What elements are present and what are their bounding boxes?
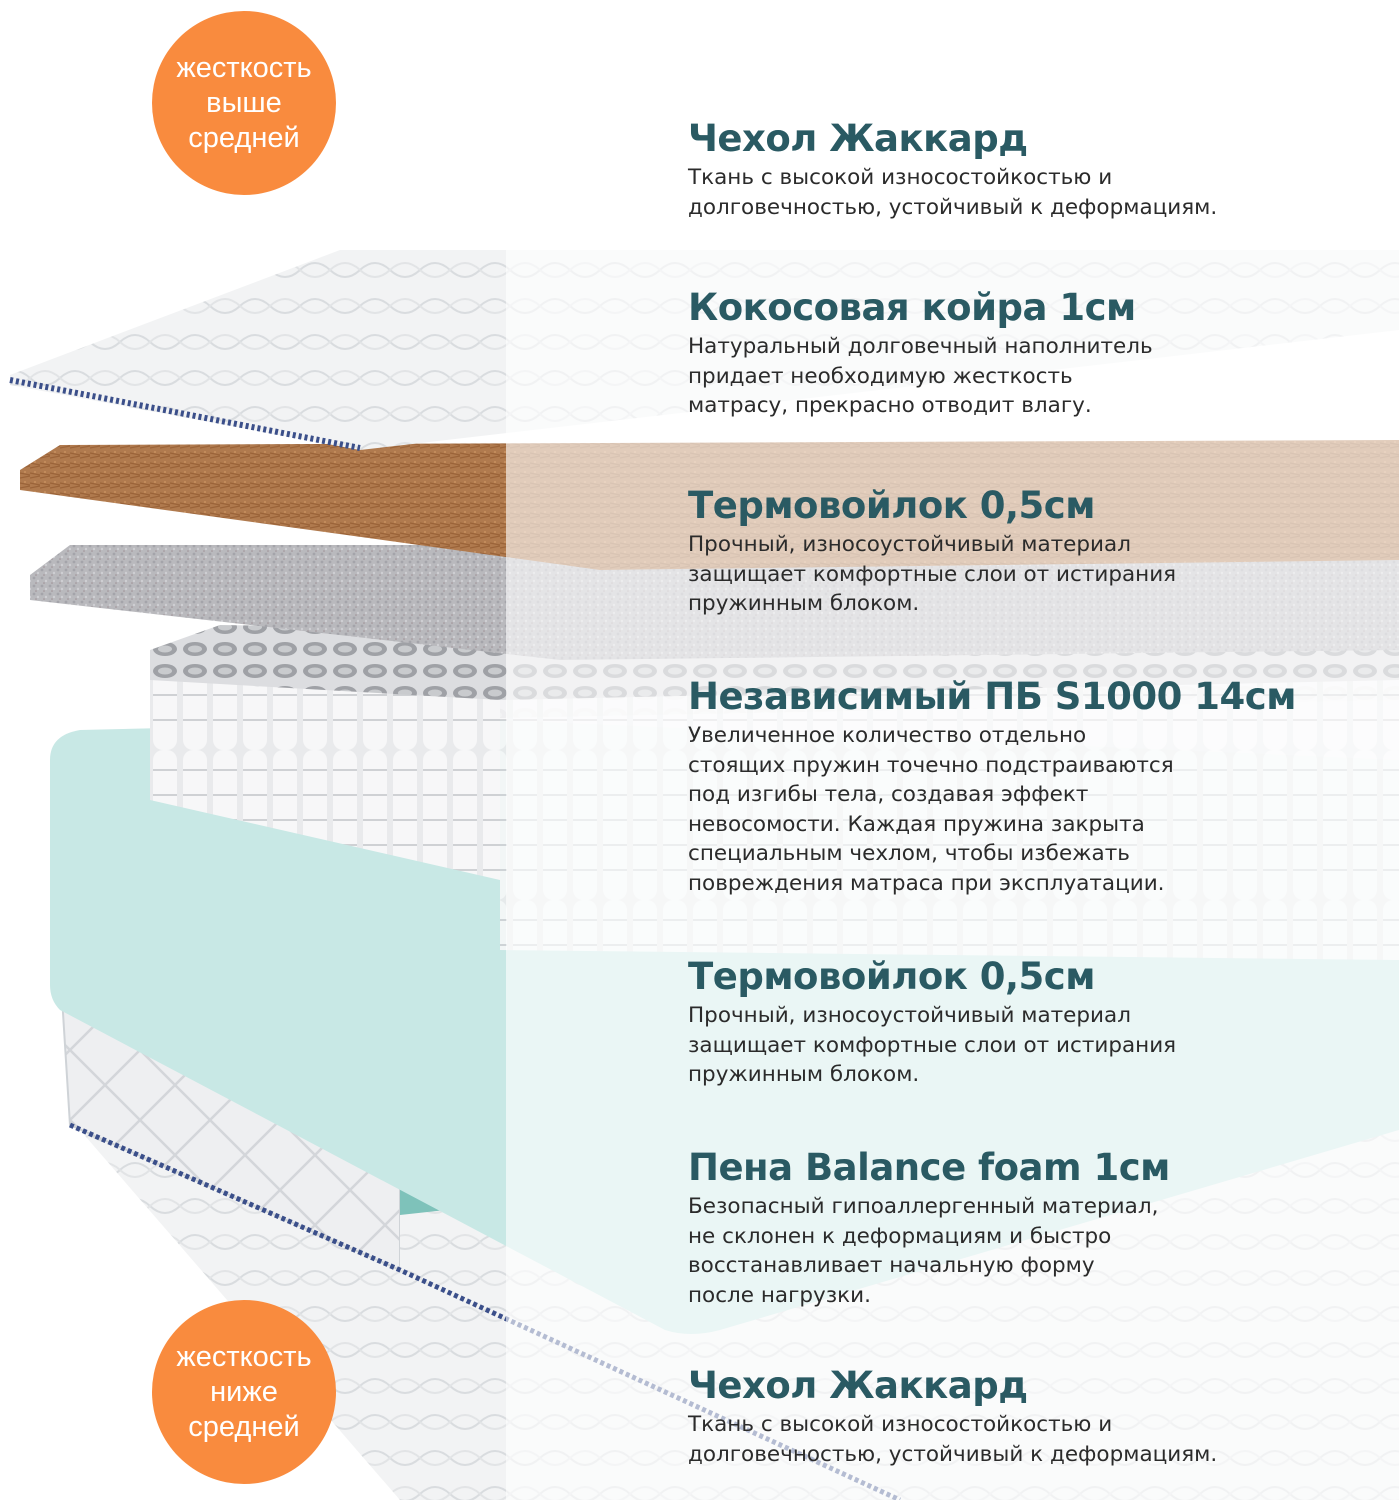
layer-title: Термовойлок 0,5см [688, 484, 1095, 527]
layer-text: Ткань с высокой износостойкостью и долговечностью, устойчивый к деформациям. [688, 165, 1218, 220]
layer-text: Безопасный гипоаллергенный материал, не склонен к деформациям и быстро восстанавливает начальную форму после нагрузки. [688, 1194, 1159, 1308]
layer-title: Независимый ПБ S1000 14см [688, 675, 1296, 718]
layer-text: Ткань с высокой износостойкостью и долговечностью, устойчивый к деформациям. [688, 1412, 1218, 1467]
layer-description [688, 287, 1388, 421]
layer-description [688, 118, 1388, 222]
stiffness-badge-bottom [152, 1300, 336, 1484]
layer-title: Чехол Жаккард [688, 117, 1028, 160]
badge-line: ниже [210, 1375, 278, 1408]
layer-text: Натуральный долговечный наполнитель придает необходимую жесткость матрасу, прекрасно отводит влагу. [688, 334, 1153, 418]
layer-description [688, 676, 1388, 898]
badge-line: жесткость [176, 51, 312, 84]
badge-line: жесткость [176, 1340, 312, 1373]
layer-title: Кокосовая койра 1см [688, 286, 1136, 329]
layer-title: Чехол Жаккард [688, 1364, 1028, 1407]
layer-text: Прочный, износоустойчивый материал защищает комфортные слои от истирания пружинным блоком. [688, 532, 1177, 616]
badge-line: средней [188, 121, 300, 154]
layer-description [688, 1147, 1388, 1310]
badge-line: средней [188, 1410, 300, 1443]
layer-text: Увеличенное количество отдельно стоящих пружин точечно подстраиваются под изгибы тела, создавая эффект невосомости. Каждая пружина закрыта специальным чехлом, чтобы избежать повреждения матраса при эксплуатации. [688, 723, 1174, 896]
badge-line: выше [206, 86, 282, 119]
layer-description [688, 485, 1388, 619]
layer-title: Термовойлок 0,5см [688, 955, 1095, 998]
layer-description [688, 956, 1388, 1090]
layer-text: Прочный, износоустойчивый материал защищает комфортные слои от истирания пружинным блоком. [688, 1003, 1177, 1087]
stiffness-badge-top [152, 11, 336, 195]
layer-description [688, 1365, 1388, 1469]
layer-title: Пена Balance foam 1см [688, 1146, 1170, 1189]
